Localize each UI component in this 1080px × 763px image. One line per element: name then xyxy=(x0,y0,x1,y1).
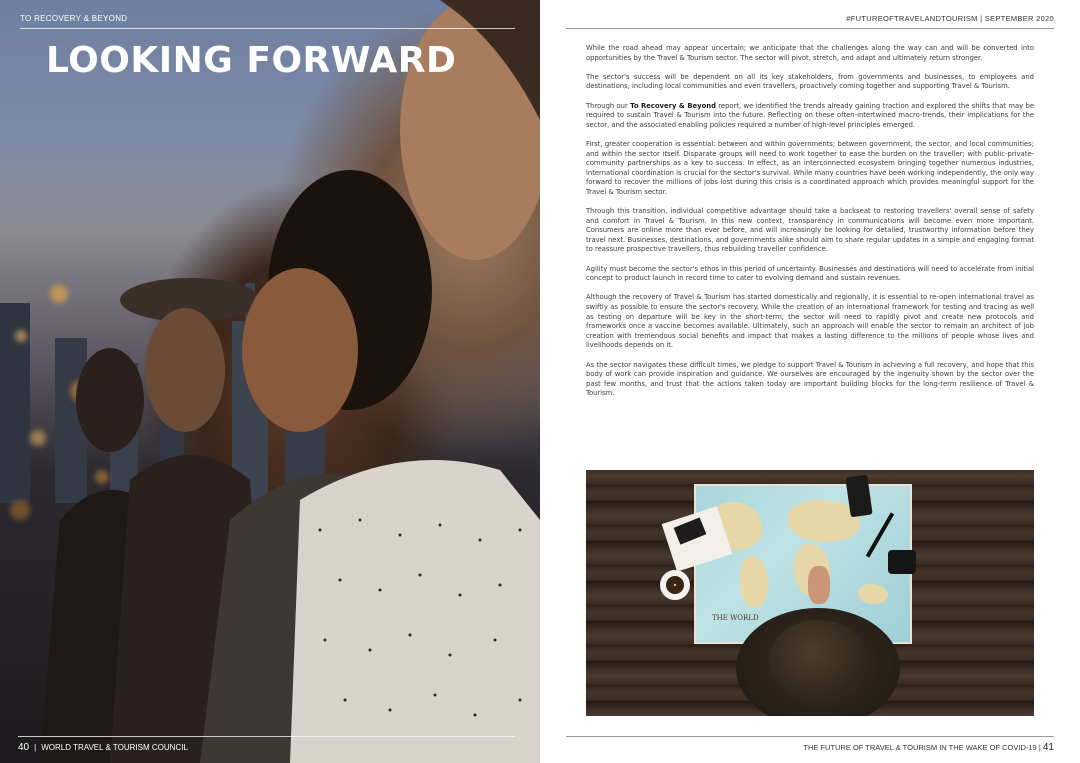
hat-crown-graphic xyxy=(769,620,867,700)
left-page-header xyxy=(20,14,515,29)
coffee-cup-graphic xyxy=(660,570,690,600)
publication-date: SEPTEMBER 2020 xyxy=(984,14,1054,23)
paragraph-text: Through our xyxy=(586,101,631,110)
paragraph: Although the recovery of Travel & Tourism has started domestically and regionally, it is essential to re-open international travel as swiftly as possible to ensure the sector's recovery. While the creation of an international framework for testing and tracing as well as testing on departure will be key in the short-term; the sector will need to rapidly pivot and create new protocols and frameworks once a vaccine becomes available. Ultimately, such an approach will enable the sector to remain an architect of job creation with tremendous social benefits and impact that makes a lasting difference to the millions of people whose lives and livelihoods depends on it. xyxy=(586,293,1034,350)
paragraph: First, greater cooperation is essential: between and within governments; between government, the sector, and local communities; and within the sector itself. Disparate groups will need to work together to ease the burden on the traveller; with public-private-community partnerships as a key to success. In effect, as an interconnected ecosystem bringing together numerous industries, international coordination is crucial for the sector's survival. While many countries have been working independently, the only way forward to recover the millions of jobs lost during this crisis is a coordinated approach which provides meaningful support for the Travel & Tourism sector. xyxy=(586,139,1034,196)
report-title: To Recovery & Beyond xyxy=(630,101,716,110)
report-footer-title: THE FUTURE OF TRAVEL & TOURISM IN THE WAKE OF COVID-19 xyxy=(803,743,1037,752)
page-title: LOOKING FORWARD xyxy=(46,40,457,81)
hashtag: #FUTUREOFTRAVELANDTOURISM xyxy=(846,14,978,23)
organization-name: WORLD TRAVEL & TOURISM COUNCIL xyxy=(41,743,188,752)
right-page-footer xyxy=(566,736,1054,753)
paragraph: Through this transition, individual competitive advantage should take a backseat to restoring travellers' overall sense of safety and comfort in Travel & Tourism. In this new context, transparency in communications will become even more important. Consumers are online more than ever before, and will increasingly be looking for detailed, trustworthy information before they travel next. Businesses, destinations, and governments alike should aim to share regular updates in a simple and engaging format to reassure prospective travellers, thus rebuilding traveller confidence. xyxy=(586,207,1034,254)
section-name: TO RECOVERY & BEYOND xyxy=(20,14,128,23)
page-number: 40 xyxy=(18,742,30,753)
left-page-footer xyxy=(18,736,515,753)
continent-shape xyxy=(858,584,888,604)
header-separator: | xyxy=(980,14,983,23)
body-text xyxy=(586,44,1034,409)
paragraph-text: report, we identified the trends already gaining traction and explored the shifts that may be required to sustain Travel & Tourism into the future. Reflecting on these often-intertwined macro-trends, their implications for the sector, and the associated enabling policies required a number of high-level principles emerged. xyxy=(586,101,1034,129)
right-page-header xyxy=(566,14,1054,29)
paragraph: As the sector navigates these difficult times, we pledge to support Travel & Tourism in achieving a full recovery, and hope that this body of work can provide inspiration and guidance. We ourselves are encouraged by the ingenuity shown by the sector over the past few months, and trust that the actions taken today are important building blocks for the long-term resilience of Travel & Tourism. xyxy=(586,360,1034,398)
footer-separator: | xyxy=(34,743,37,752)
paragraph: While the road ahead may appear uncertain; we anticipate that the challenges along the way can and will be converted into opportunities by the Travel & Tourism sector. The sector will pivot, stretch, and adapt and ultimately return stronger. xyxy=(586,44,1034,62)
paragraph: The sector's success will be dependent on all its key stakeholders, from governments and businesses, to employees and destinations, including local communities and even travellers, proactively coming together and supporting Travel & Tourism. xyxy=(586,72,1034,91)
hand-graphic xyxy=(808,566,830,604)
paragraph xyxy=(586,102,1034,131)
footer-separator: | xyxy=(1038,743,1041,752)
paragraph: Agility must become the sector's ethos in this period of uncertainty. Businesses and destinations will need to accelerate from initial concept to product launch in record time to cater to evolving demand and sustain revenues. xyxy=(586,264,1034,283)
world-map-photo xyxy=(586,470,1034,716)
smartphone-graphic xyxy=(845,475,872,518)
shirt-pattern xyxy=(300,500,540,763)
camera-graphic xyxy=(888,550,916,574)
page-number: 41 xyxy=(1042,742,1054,753)
continent-shape xyxy=(740,556,768,608)
right-page xyxy=(540,0,1080,763)
map-label: THE WORLD xyxy=(712,614,759,622)
